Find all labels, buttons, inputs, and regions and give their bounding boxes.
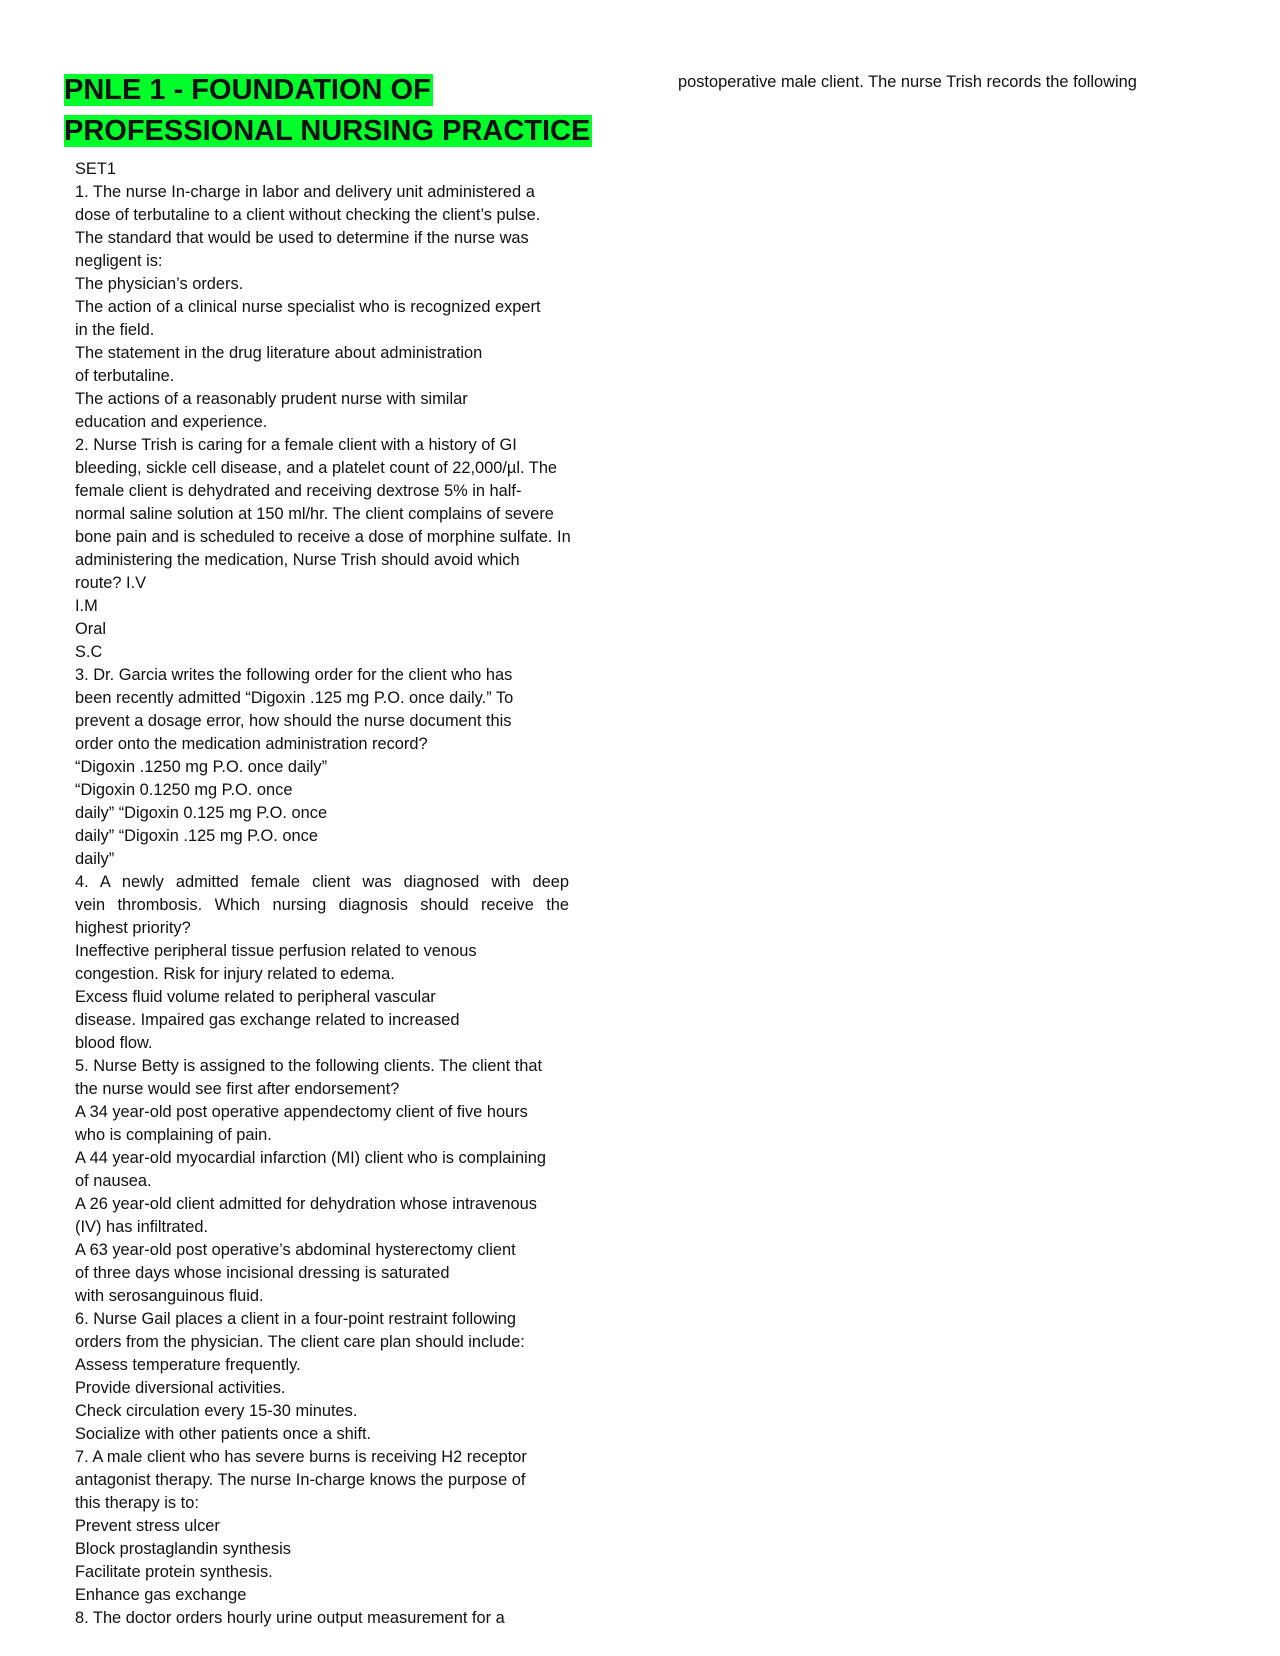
text-line: of three days whose incisional dressing is saturated	[75, 1264, 450, 1282]
text-line: A 63 year-old post operative’s abdominal hysterectomy client	[75, 1241, 516, 1259]
text-line: (IV) has infiltrated.	[75, 1218, 208, 1236]
text-line: prevent a dosage error, how should the nurse document this	[75, 712, 512, 730]
text-line: Prevent stress ulcer	[75, 1517, 220, 1535]
text-line: route? I.V	[75, 574, 147, 592]
text-line: bleeding, sickle cell disease, and a platelet count of 22,000/µl. The	[75, 459, 558, 477]
text-line: antagonist therapy. The nurse In-charge knows the purpose of	[75, 1471, 526, 1489]
text-line: The physician’s orders.	[75, 275, 244, 293]
text-line: Ineffective peripheral tissue perfusion related to venous	[75, 942, 477, 960]
text-line: A 26 year-old client admitted for dehydration whose intravenous	[75, 1195, 537, 1213]
text-line: A 34 year-old post operative appendectomy client of five hours	[75, 1103, 528, 1121]
text-line: 6. Nurse Gail places a client in a four-point restraint following	[75, 1310, 516, 1328]
text-line: Provide diversional activities.	[75, 1379, 286, 1397]
text-line: in the field.	[75, 321, 155, 339]
text-line: vein thrombosis. Which nursing diagnosis should receive the	[75, 896, 569, 914]
title-line-2: PROFESSIONAL NURSING PRACTICE	[64, 115, 591, 147]
document-title	[64, 70, 624, 152]
text-line: daily” “Digoxin .125 mg P.O. once	[75, 827, 318, 845]
text-line: The action of a clinical nurse specialist who is recognized expert	[75, 298, 541, 316]
text-line: of terbutaline.	[75, 367, 175, 385]
text-line: A 44 year-old myocardial infarction (MI) client who is complaining	[75, 1149, 546, 1167]
text-line: Check circulation every 15-30 minutes.	[75, 1402, 358, 1420]
text-line: 5. Nurse Betty is assigned to the following clients. The client that	[75, 1057, 543, 1075]
text-line: with serosanguinous fluid.	[75, 1287, 264, 1305]
text-line: dose of terbutaline to a client without checking the client’s pulse.	[75, 206, 541, 224]
text-line: I.M	[75, 597, 98, 615]
text-line: normal saline solution at 150 ml/hr. The client complains of severe	[75, 505, 554, 523]
text-line: 3. Dr. Garcia writes the following order for the client who has	[75, 666, 513, 684]
title-line-1: PNLE 1 - FOUNDATION OF	[64, 74, 431, 106]
text-line: S.C	[75, 643, 103, 661]
text-line: Excess fluid volume related to peripheral vascular	[75, 988, 436, 1006]
text-line: Facilitate protein synthesis.	[75, 1563, 273, 1581]
text-line: order onto the medication administration record?	[75, 735, 428, 753]
text-line: disease. Impaired gas exchange related to increased	[75, 1011, 460, 1029]
text-line: “Digoxin 0.1250 mg P.O. once	[75, 781, 293, 799]
left-column	[64, 70, 624, 1630]
text-line: Enhance gas exchange	[75, 1586, 247, 1604]
text-line: Block prostaglandin synthesis	[75, 1540, 291, 1558]
text-line: daily” “Digoxin 0.125 mg P.O. once	[75, 804, 328, 822]
text-line: 2. Nurse Trish is caring for a female client with a history of GI	[75, 436, 517, 454]
text-line: The statement in the drug literature about administration	[75, 344, 483, 362]
text-line: the nurse would see first after endorsement?	[75, 1080, 400, 1098]
text-line: Oral	[75, 620, 106, 638]
text-line: 8. The doctor orders hourly urine output measurement for a	[75, 1609, 505, 1627]
text-line: been recently admitted “Digoxin .125 mg P.O. once daily.” To	[75, 689, 514, 707]
text-line: blood flow.	[75, 1034, 153, 1052]
right-column-text	[678, 71, 1238, 94]
right-column	[678, 71, 1238, 94]
text-line: “Digoxin .1250 mg P.O. once daily”	[75, 758, 328, 776]
question-text	[75, 158, 624, 1630]
text-line: female client is dehydrated and receiving dextrose 5% in half-	[75, 482, 522, 500]
text-line: Assess temperature frequently.	[75, 1356, 301, 1374]
text-line: The actions of a reasonably prudent nurse with similar	[75, 390, 468, 408]
text-line: administering the medication, Nurse Trish should avoid which	[75, 551, 520, 569]
text-line: highest priority?	[75, 919, 191, 937]
text-line: education and experience.	[75, 413, 268, 431]
text-line: 7. A male client who has severe burns is receiving H2 receptor	[75, 1448, 527, 1466]
text-line: of nausea.	[75, 1172, 152, 1190]
text-line: negligent is:	[75, 252, 163, 270]
text-line: postoperative male client. The nurse Trish records the following	[678, 73, 1137, 91]
text-line: SET1	[75, 160, 116, 178]
text-line: 4. A newly admitted female client was diagnosed with deep	[75, 873, 569, 891]
text-line: Socialize with other patients once a shift.	[75, 1425, 372, 1443]
text-line: The standard that would be used to determine if the nurse was	[75, 229, 529, 247]
text-line: this therapy is to:	[75, 1494, 199, 1512]
text-line: 1. The nurse In-charge in labor and delivery unit administered a	[75, 183, 535, 201]
text-line: who is complaining of pain.	[75, 1126, 272, 1144]
text-line: daily”	[75, 850, 115, 868]
text-line: congestion. Risk for injury related to edema.	[75, 965, 395, 983]
text-line: bone pain and is scheduled to receive a dose of morphine sulfate. In	[75, 528, 571, 546]
text-line: orders from the physician. The client care plan should include:	[75, 1333, 525, 1351]
